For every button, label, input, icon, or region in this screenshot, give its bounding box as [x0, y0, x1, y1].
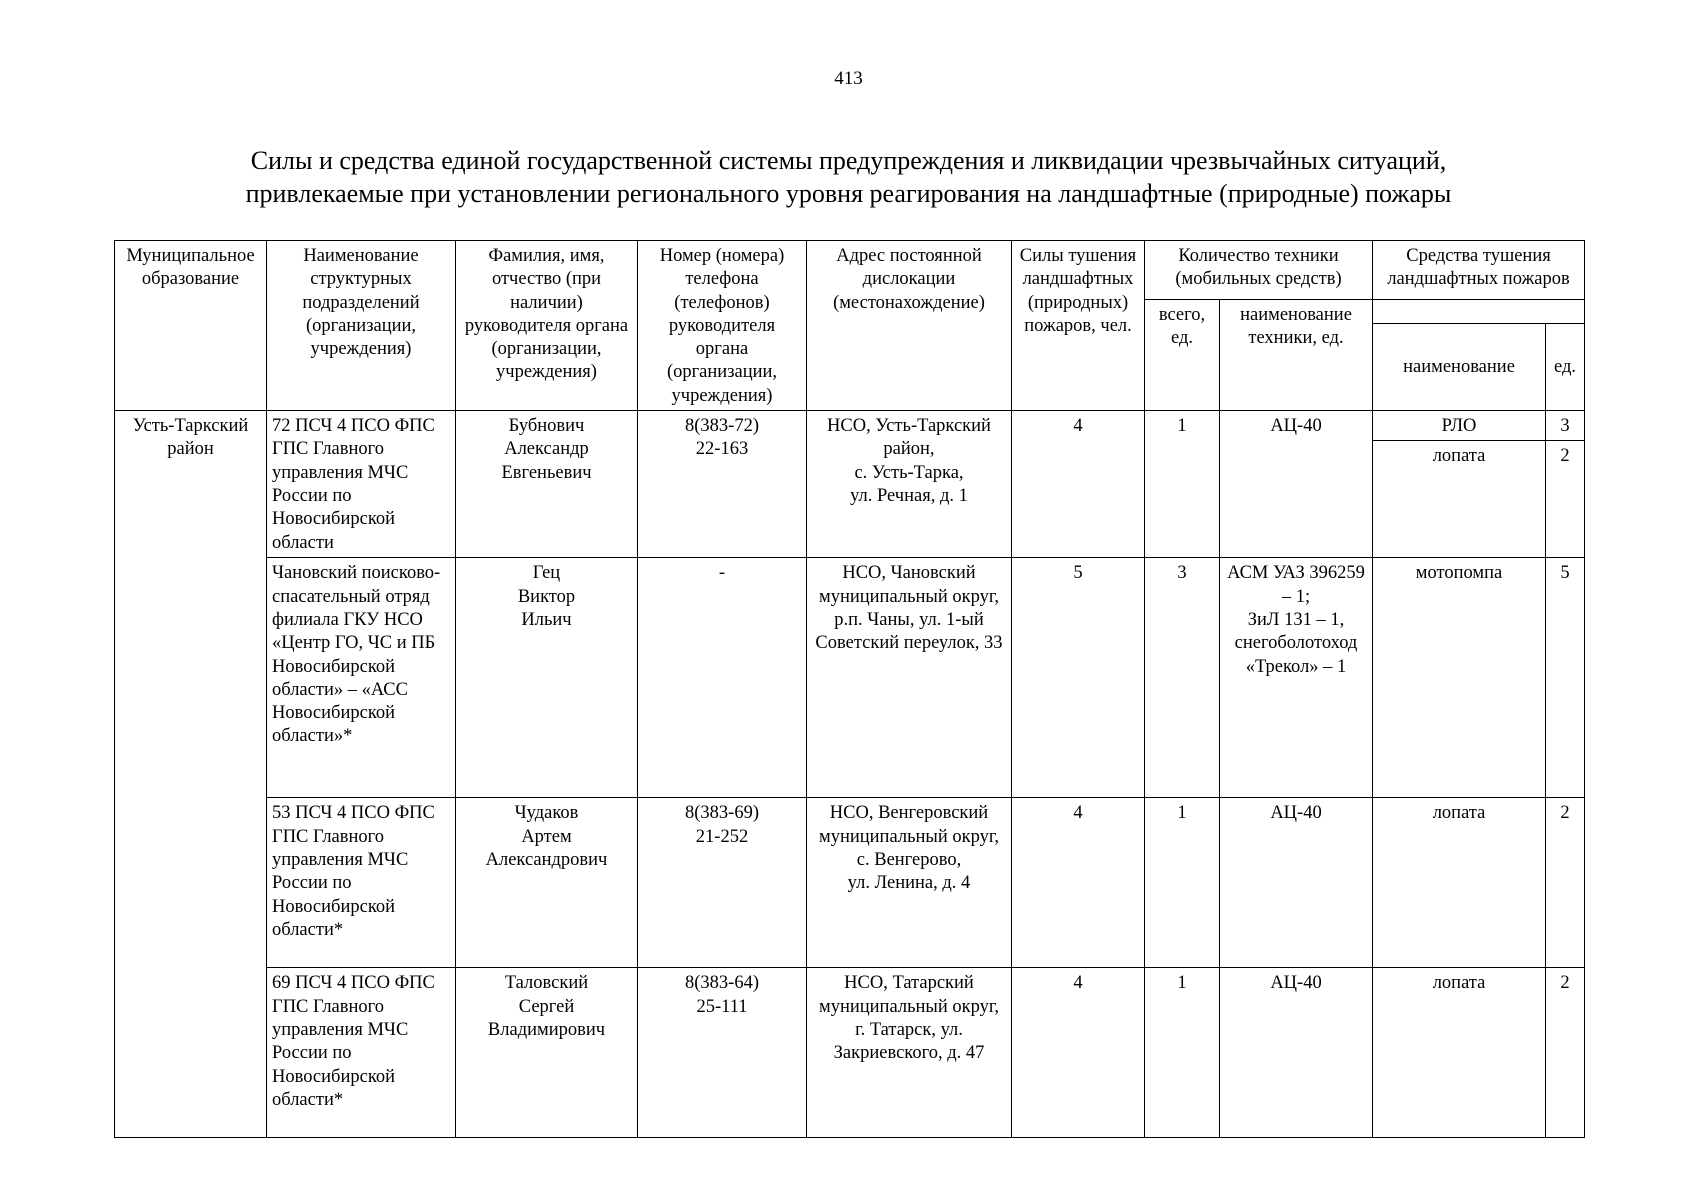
address-cell: НСО, Усть-Таркский район, с. Усть-Тарка, ул. Речная, д. 1 [807, 411, 1012, 558]
equipment-total-cell: 1 [1145, 798, 1220, 968]
means-count-cell: 3 [1546, 411, 1585, 441]
header-equipment-total: всего, ед. [1145, 300, 1220, 411]
means-name-cell: лопата [1373, 798, 1546, 968]
document-title [0, 144, 1697, 210]
forces-cell: 4 [1012, 798, 1145, 968]
address-cell: НСО, Чановский муниципальный округ, р.п. Чаны, ул. 1-ый Советский переулок, 33 [807, 558, 1012, 798]
address-cell: НСО, Татарский муниципальный округ, г. Татарск, ул. Закриевского, д. 47 [807, 968, 1012, 1138]
forces-cell: 5 [1012, 558, 1145, 798]
phone-cell: 8(383-64) 25-111 [638, 968, 807, 1138]
means-name-cell: мотопомпа [1373, 558, 1546, 798]
header-row [115, 241, 1585, 300]
header-address: Адрес постоянной дислокации (местонахождение) [807, 241, 1012, 411]
forces-table [114, 240, 1585, 1138]
head-cell: Таловский Сергей Владимирович [456, 968, 638, 1138]
equipment-name-cell: АЦ-40 [1220, 411, 1373, 558]
means-name-cell: РЛО [1373, 411, 1546, 441]
means-name-cell: лопата [1373, 968, 1546, 1138]
title-line-2: привлекаемые при установлении регионального уровня реагирования на ландшафтные (природные) пожары [245, 179, 1452, 208]
equipment-total-cell: 1 [1145, 968, 1220, 1138]
header-means-count: ед. [1546, 324, 1585, 411]
municipality-cell: Усть-Таркский район [115, 411, 267, 1138]
table-row [115, 411, 1585, 441]
header-unit-name: Наименование структурных подразделений (организации, учреждения) [267, 241, 456, 411]
equipment-total-cell: 1 [1145, 411, 1220, 558]
header-municipality: Муниципальное образование [115, 241, 267, 411]
equipment-name-cell: АСМ УАЗ 396259 – 1; ЗиЛ 131 – 1, снегоболотоход «Трекол» – 1 [1220, 558, 1373, 798]
forces-cell: 4 [1012, 411, 1145, 558]
table-row [115, 798, 1585, 968]
equipment-name-cell: АЦ-40 [1220, 968, 1373, 1138]
means-count-cell: 5 [1546, 558, 1585, 798]
head-cell: Чудаков Артем Александрович [456, 798, 638, 968]
phone-cell: - [638, 558, 807, 798]
header-means: Средства тушения ландшафтных пожаров [1373, 241, 1585, 300]
unit-cell: 53 ПСЧ 4 ПСО ФПС ГПС Главного управления МЧС России по Новосибирской области* [267, 798, 456, 968]
unit-cell: 69 ПСЧ 4 ПСО ФПС ГПС Главного управления МЧС России по Новосибирской области* [267, 968, 456, 1138]
header-means-spacer [1373, 300, 1585, 324]
phone-cell: 8(383-72) 22-163 [638, 411, 807, 558]
header-equipment: Количество техники (мобильных средств) [1145, 241, 1373, 300]
unit-cell: Чановский поисково-спасательный отряд филиала ГКУ НСО «Центр ГО, ЧС и ПБ Новосибирской области» – «АСС Новосибирской области»* [267, 558, 456, 798]
table-row [115, 968, 1585, 1138]
address-cell: НСО, Венгеровский муниципальный округ, с. Венгерово, ул. Ленина, д. 4 [807, 798, 1012, 968]
unit-cell: 72 ПСЧ 4 ПСО ФПС ГПС Главного управления МЧС России по Новосибирской области [267, 411, 456, 558]
table-row [115, 558, 1585, 798]
phone-cell: 8(383-69) 21-252 [638, 798, 807, 968]
means-count-cell: 2 [1546, 968, 1585, 1138]
means-count-cell: 2 [1546, 441, 1585, 558]
means-count-cell: 2 [1546, 798, 1585, 968]
title-line-1: Силы и средства единой государственной системы предупреждения и ликвидации чрезвычайных ситуаций, [250, 146, 1447, 175]
header-forces: Силы тушения ландшафтных (природных) пожаров, чел. [1012, 241, 1145, 411]
forces-cell: 4 [1012, 968, 1145, 1138]
header-means-name: наименование [1373, 324, 1546, 411]
head-cell: Бубнович Александр Евгеньевич [456, 411, 638, 558]
header-phone: Номер (номера) телефона (телефонов) руководителя органа (организации, учреждения) [638, 241, 807, 411]
page-number: 413 [834, 68, 863, 89]
header-equipment-name: наименование техники, ед. [1220, 300, 1373, 411]
equipment-total-cell: 3 [1145, 558, 1220, 798]
header-head-name: Фамилия, имя, отчество (при наличии) руководителя органа (организации, учреждения) [456, 241, 638, 411]
head-cell: Гец Виктор Ильич [456, 558, 638, 798]
equipment-name-cell: АЦ-40 [1220, 798, 1373, 968]
means-name-cell: лопата [1373, 441, 1546, 558]
